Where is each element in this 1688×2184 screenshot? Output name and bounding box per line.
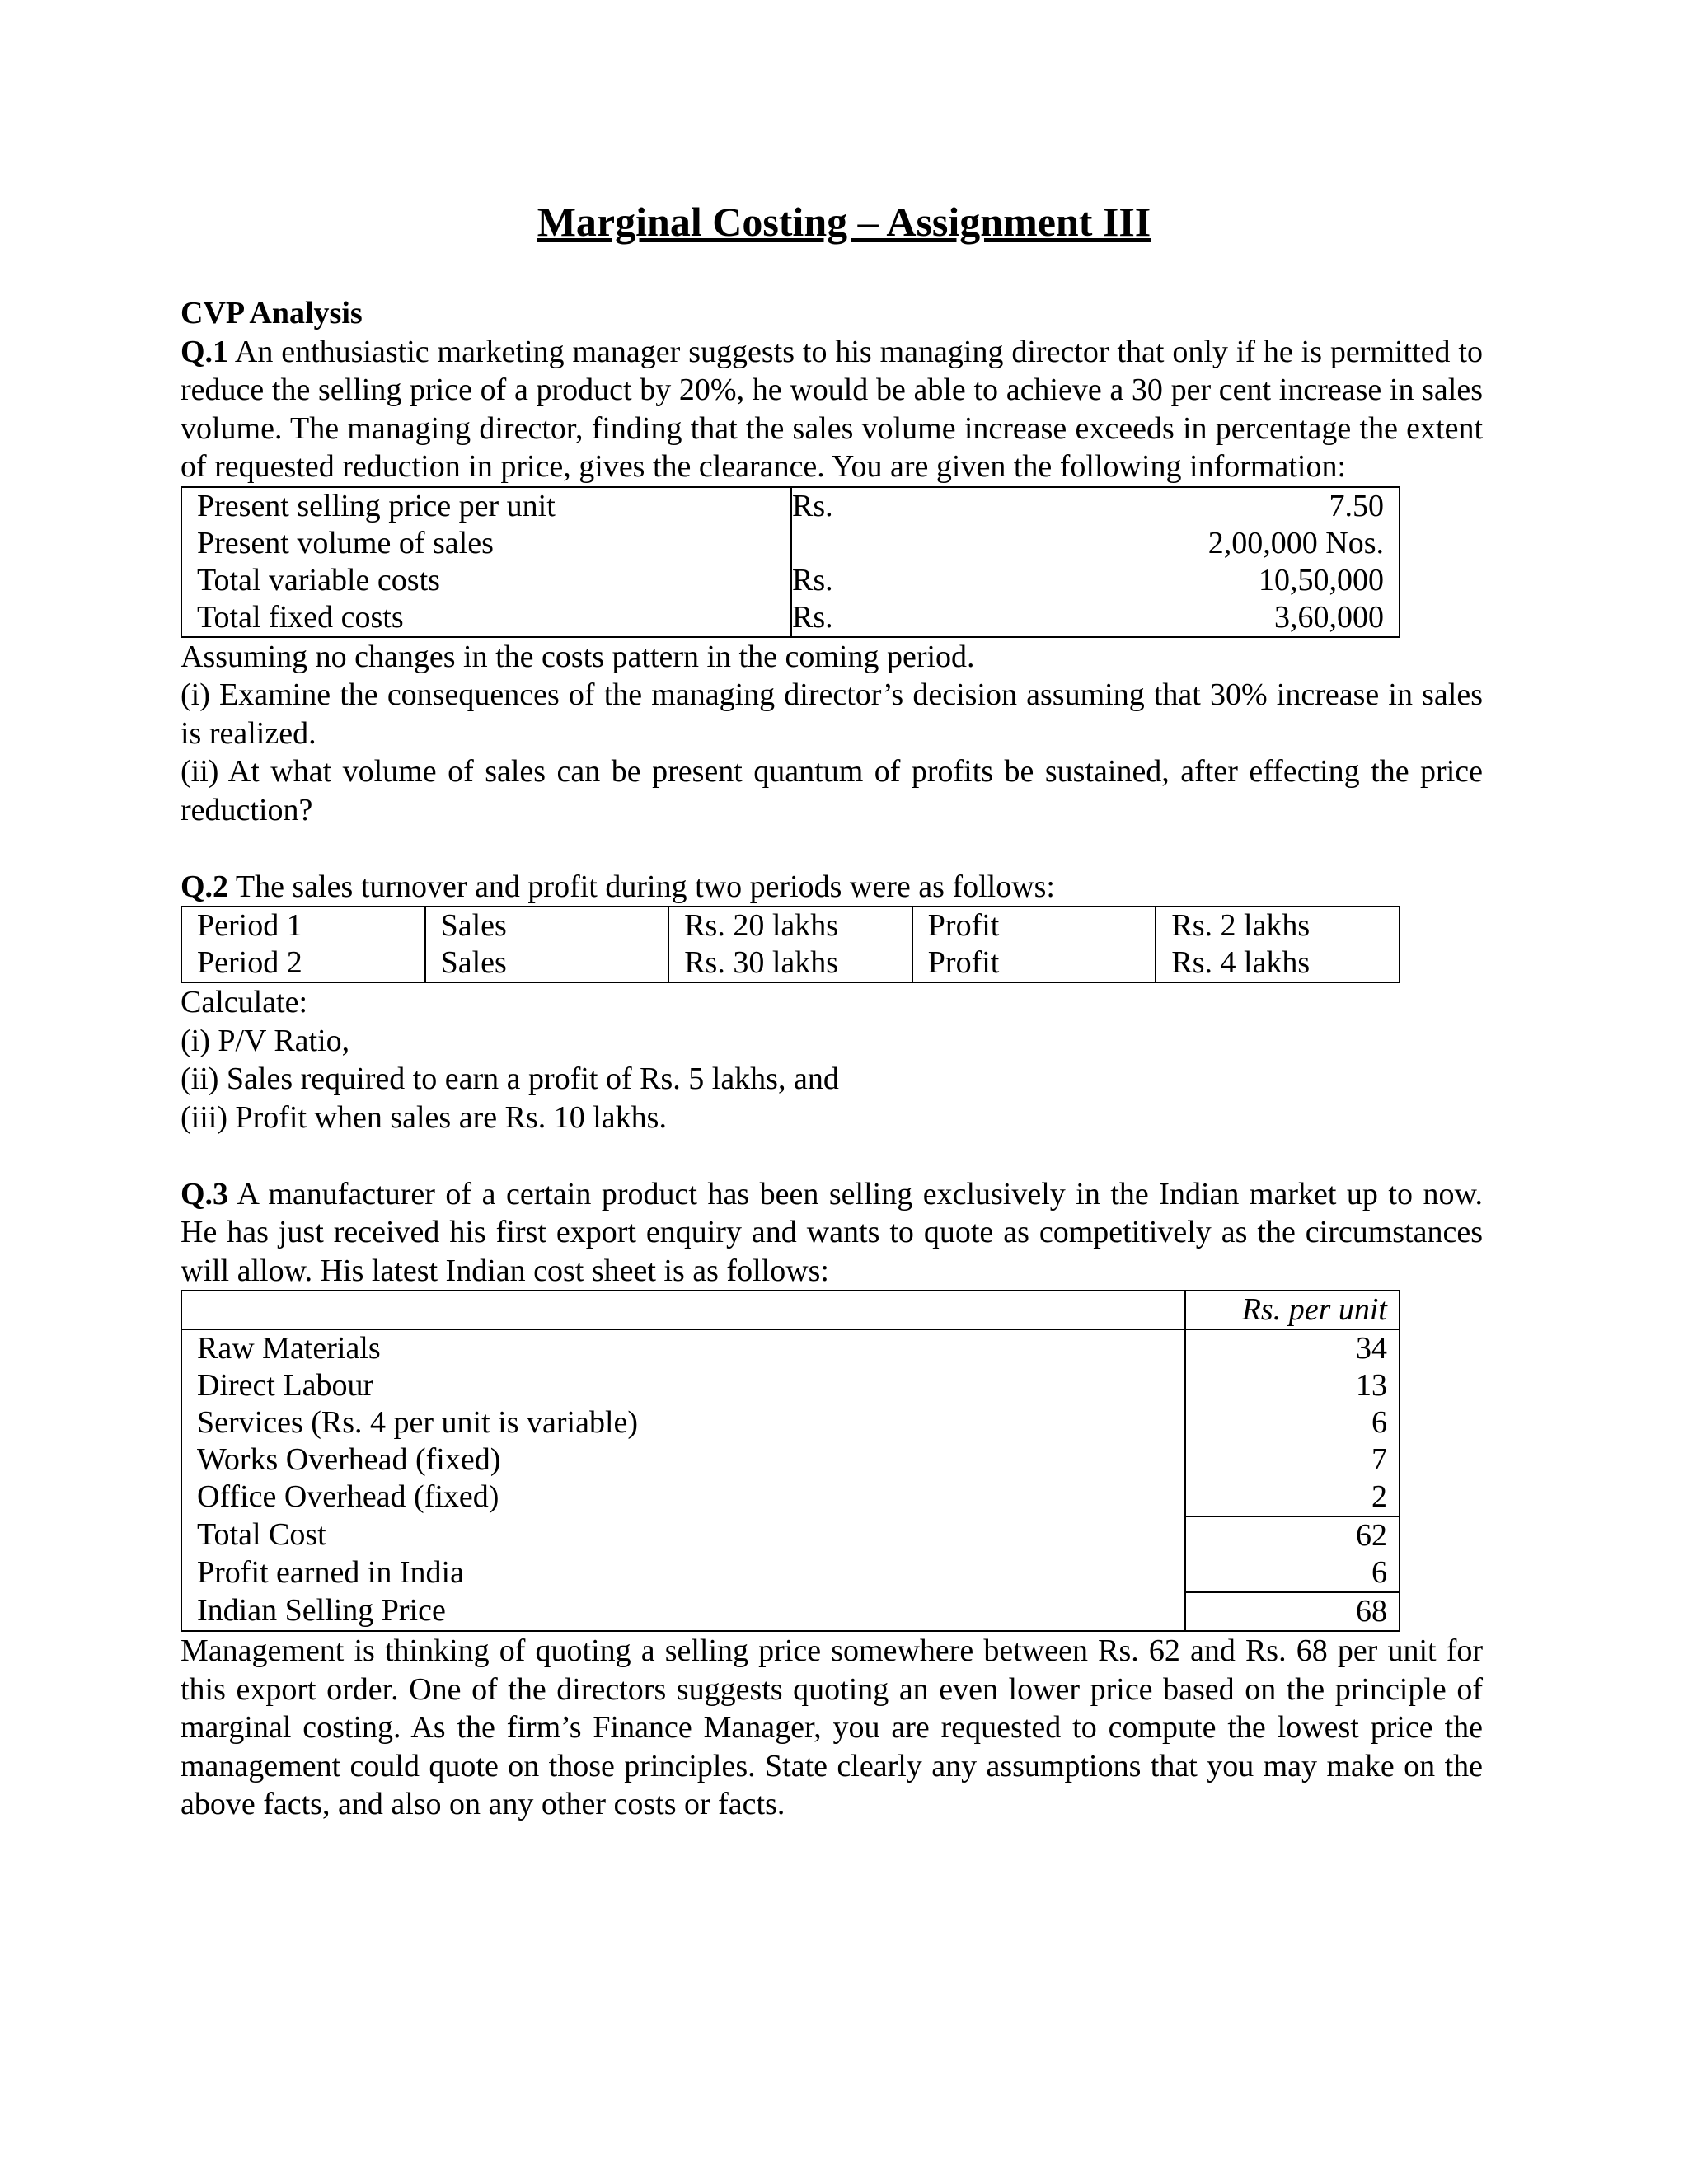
q2-row1-period: Period 1: [181, 907, 425, 944]
table-row: [181, 525, 1400, 562]
q2-intro: [181, 868, 1483, 907]
spacer: [181, 1137, 1483, 1175]
q1-row2-currency: [791, 525, 850, 562]
q2-row1-profit: Rs. 2 lakhs: [1156, 907, 1400, 944]
q1-intro: [181, 333, 1483, 486]
table-row: [181, 907, 1400, 944]
q2-row1-sales: Rs. 20 lakhs: [668, 907, 912, 944]
q1-part-ii: (ii) At what volume of sales can be present quantum of profits be sustained, after effecting the price reduction?: [181, 754, 1483, 827]
q1-intro-text: An enthusiastic marketing manager suggests to his managing director that only if he is permitted to reduce the selling price of a product by 20%, he would be able to achieve a 30 per cent increase in sales volume. The managing director, finding that the sales volume increase exceeds in percentage the extent of requested reduction in price, gives the clearance. You are given the following information:: [181, 334, 1483, 484]
q2-part-ii: (ii) Sales required to earn a profit of Rs. 5 lakhs, and: [181, 1062, 839, 1096]
q2-label: Q.2: [181, 869, 229, 904]
table-row: [181, 1516, 1400, 1554]
q3-row3-label: Services (Rs. 4 per unit is variable): [181, 1404, 1185, 1441]
q2-intro-text: The sales turnover and profit during two periods were as follows:: [235, 869, 1055, 904]
table-row: [181, 1479, 1400, 1516]
q2-part-iii: (iii) Profit when sales are Rs. 10 lakhs.: [181, 1099, 667, 1135]
q1-row3-value: 10,50,000: [1259, 562, 1384, 598]
q3-row4-label: Works Overhead (fixed): [181, 1441, 1185, 1479]
table-row: [181, 599, 1400, 637]
section-heading: CVP Analysis: [181, 296, 363, 330]
q3-row8-label: Indian Selling Price: [181, 1592, 1185, 1631]
q1-row2-label: Present volume of sales: [181, 525, 791, 562]
q3-intro-text: A manufacturer of a certain product has been selling exclusively in the Indian market up to now. He has just received his first export enquiry and wants to quote as competitively as the circumstances will allow. His latest Indian cost sheet is as follows:: [181, 1176, 1483, 1288]
q1-row4-currency: Rs.: [792, 599, 833, 635]
q3-row3-value: 6: [1372, 1405, 1387, 1440]
q2-row2-period: Period 2: [181, 944, 425, 982]
q3-row8-value: 68: [1185, 1592, 1400, 1631]
table-row: [181, 944, 1400, 982]
q2-row2-profit: Rs. 4 lakhs: [1156, 944, 1400, 982]
q1-row1-label: Present selling price per unit: [181, 487, 791, 525]
table-row: [181, 1404, 1400, 1441]
q1-label: Q.1: [181, 334, 229, 369]
q1-row4-label: Total fixed costs: [181, 599, 791, 637]
q2-part-i: (i) P/V Ratio,: [181, 1023, 350, 1058]
table-row: [181, 1329, 1400, 1367]
q2-calculate: Calculate:: [181, 985, 308, 1019]
q3-closing: Management is thinking of quoting a selling price somewhere between Rs. 62 and Rs. 68 per unit for this export order. One of the directors suggests quoting an even lower price based on the principle of marginal costing. As the firm’s Finance Manager, you are requested to compute the lowest price the management could quote on those principles. State clearly any assumptions that you may make on the above facts, and also on any other costs or facts.: [181, 1633, 1483, 1821]
page-title: Marginal Costing – Assignment III: [537, 199, 1151, 245]
q1-row3-label: Total variable costs: [181, 562, 791, 599]
q1-row2-value: 2,00,000 Nos.: [1207, 525, 1384, 560]
q1-table: [181, 486, 1400, 638]
spacer: [181, 829, 1483, 868]
table-row: [181, 487, 1400, 525]
q3-row5-label: Office Overhead (fixed): [181, 1479, 1185, 1516]
q3-intro: [181, 1175, 1483, 1291]
q3-row6-label: Total Cost: [181, 1516, 1185, 1554]
q1-row1-currency: Rs.: [792, 488, 833, 523]
q3-row2-label: Direct Labour: [181, 1367, 1185, 1404]
q1-row1-value: 7.50: [1329, 488, 1384, 523]
q2-row1-profit-label: Profit: [912, 907, 1156, 944]
q1-row4-value: 3,60,000: [1274, 599, 1384, 635]
q3-row2-value: 13: [1356, 1368, 1387, 1403]
q3-header-unit: Rs. per unit: [1185, 1291, 1400, 1329]
q3-label: Q.3: [181, 1176, 229, 1212]
q1-part-i: (i) Examine the consequences of the managing director’s decision assuming that 30% increase in sales is realized.: [181, 677, 1483, 751]
q3-header-blank: [181, 1291, 1185, 1329]
table-header-row: [181, 1291, 1400, 1329]
q1-row3-currency: Rs.: [792, 562, 833, 598]
q3-cost-sheet: [181, 1290, 1400, 1632]
q2-row2-sales-label: Sales: [425, 944, 669, 982]
q3-row7-value: 6: [1372, 1555, 1387, 1590]
q3-row5-value: 2: [1372, 1479, 1387, 1514]
q3-row1-value: 34: [1356, 1331, 1387, 1366]
q2-row1-sales-label: Sales: [425, 907, 669, 944]
table-row: [181, 562, 1400, 599]
q3-row4-value: 7: [1372, 1442, 1387, 1477]
q2-row2-sales: Rs. 30 lakhs: [668, 944, 912, 982]
table-row: [181, 1367, 1400, 1404]
q3-row7-label: Profit earned in India: [181, 1554, 1185, 1592]
q2-table: [181, 906, 1400, 983]
q3-row1-label: Raw Materials: [181, 1329, 1185, 1367]
q3-row6-value: 62: [1185, 1516, 1400, 1554]
q1-after: Assuming no changes in the costs pattern in the coming period.: [181, 639, 975, 674]
q2-row2-profit-label: Profit: [912, 944, 1156, 982]
table-row: [181, 1441, 1400, 1479]
table-row: [181, 1592, 1400, 1631]
assignment-body: [181, 294, 1483, 1824]
table-row: [181, 1554, 1400, 1592]
